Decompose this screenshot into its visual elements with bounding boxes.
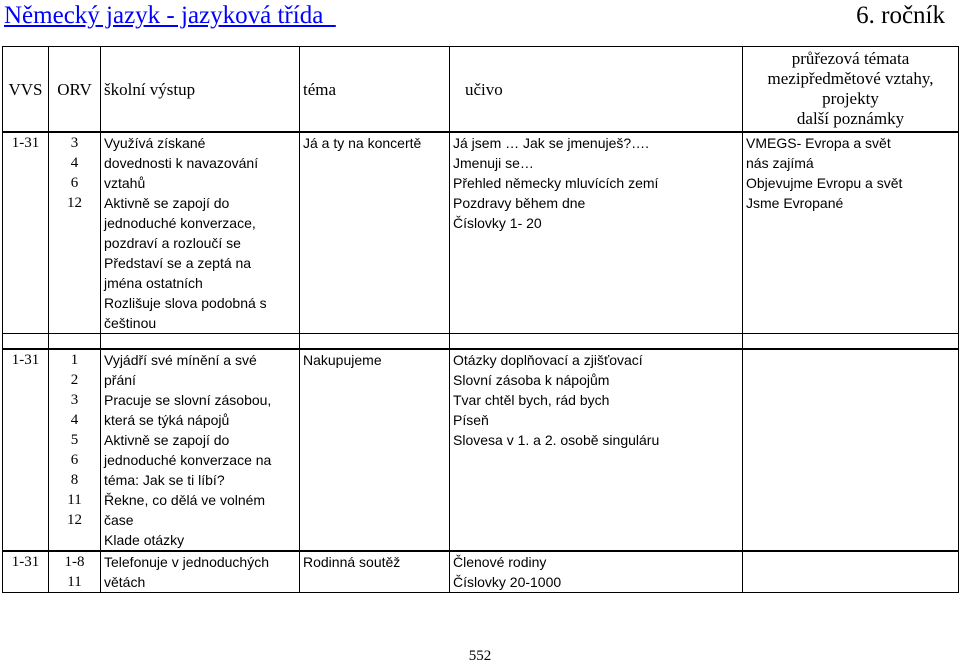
block1-tema: Já a ty na koncertě [300, 132, 450, 334]
header-tema: téma [300, 47, 450, 133]
vystup-line: Telefonuje v jednoduchých [104, 554, 270, 570]
document-title: Německý jazyk - jazyková třída [4, 2, 336, 29]
orv-value: 11 [67, 574, 82, 590]
prurez-line: VMEGS- Evropa a svět [746, 135, 891, 151]
vystup-line: pozdraví a rozloučí se [104, 235, 241, 251]
orv-value: 3 [70, 392, 79, 408]
table-row-block3 [3, 551, 959, 593]
vystup-line: větách [104, 574, 146, 590]
header-prurez-line: další poznámky [796, 109, 905, 128]
ucivo-line: Já jsem … Jak se jmenuješ?…. [453, 135, 650, 151]
vystup-line: Klade otázky [104, 532, 185, 548]
block3-vvs: 1-31 [3, 551, 49, 593]
orv-value: 3 [70, 135, 79, 151]
curriculum-table [2, 46, 959, 593]
ucivo-line: Tvar chtěl bych, rád bych [453, 392, 610, 408]
block3-tema: Rodinná soutěž [300, 551, 450, 593]
vystup-line: Vyjádří své mínění a své [104, 352, 257, 368]
vystup-line: češtinou [104, 315, 157, 331]
ucivo-line: Slovesa v 1. a 2. osobě singuláru [453, 432, 660, 448]
vystup-line: Aktivně se zapojí do [104, 195, 230, 211]
block1-vvs: 1-31 [3, 132, 49, 334]
vystup-line: Představí se a zeptá na [104, 255, 252, 271]
orv-value: 2 [70, 372, 79, 388]
block2-tema: Nakupujeme [300, 349, 450, 551]
ucivo-line: Otázky doplňovací a zjišťovací [453, 352, 643, 368]
header-prurez-line: mezipředmětové vztahy, [767, 69, 934, 88]
header-prurez-line: průřezová témata [791, 49, 910, 68]
vystup-line: Rozlišuje slova podobná s [104, 295, 267, 311]
vystup-line: jednoduché konverzace, [104, 215, 256, 231]
orv-value: 1-8 [64, 554, 85, 570]
vystup-line: jednoduché konverzace na [104, 452, 272, 468]
orv-value: 6 [70, 452, 79, 468]
block2-ucivo [450, 349, 743, 551]
block3-prurez [743, 551, 959, 593]
vystup-line: téma: Jak se ti líbí? [104, 472, 225, 488]
table-row-block1 [3, 132, 959, 334]
ucivo-line: Číslovky 20-1000 [453, 574, 562, 590]
vystup-line: dovednosti k navazování [104, 155, 259, 171]
block2-prurez [743, 349, 959, 551]
page-number: 552 [468, 648, 492, 664]
header-ucivo: učivo [450, 47, 743, 133]
orv-value: 12 [67, 195, 82, 211]
table-row-block2 [3, 349, 959, 551]
vystup-line: Pracuje se slovní zásobou, [104, 392, 272, 408]
orv-value: 6 [70, 175, 79, 191]
ucivo-line: Členové rodiny [453, 554, 547, 570]
block2-vystup [101, 349, 300, 551]
orv-value: 8 [70, 472, 79, 488]
block1-ucivo [450, 132, 743, 334]
block1-prurez [743, 132, 959, 334]
prurez-line: Objevujme Evropu a svět [746, 175, 903, 191]
vystup-line: která se týká nápojů [104, 412, 230, 428]
grade-label: 6. ročník [856, 2, 945, 29]
prurez-line: nás zajímá [746, 155, 814, 171]
vystup-line: jména ostatních [104, 275, 203, 291]
header-vvs: VVS [3, 47, 49, 133]
vystup-line: přání [104, 372, 136, 388]
ucivo-line: Přehled německy mluvících zemí [453, 175, 659, 191]
header-prurez-line: projekty [822, 89, 879, 108]
vystup-line: Využívá získané [104, 135, 206, 151]
ucivo-line: Píseň [453, 412, 489, 428]
header-orv: ORV [49, 47, 101, 133]
orv-value: 5 [70, 432, 79, 448]
block2-orv [49, 349, 101, 551]
vystup-line: vztahů [104, 175, 146, 191]
ucivo-line: Jmenuji se… [453, 155, 534, 171]
header-vystup: školní výstup [101, 47, 300, 133]
header-prurez [743, 47, 959, 133]
orv-value: 4 [70, 412, 79, 428]
orv-value: 4 [70, 155, 79, 171]
header-row [3, 47, 959, 133]
spacer-row [3, 334, 959, 350]
vystup-line: Aktivně se zapojí do [104, 432, 230, 448]
orv-value: 12 [67, 512, 82, 528]
vystup-line: Řekne, co dělá ve volném [104, 492, 266, 508]
ucivo-line: Číslovky 1- 20 [453, 215, 542, 231]
orv-value: 1 [70, 352, 79, 368]
vystup-line: čase [104, 512, 134, 528]
ucivo-line: Pozdravy během dne [453, 195, 586, 211]
block1-vystup [101, 132, 300, 334]
block3-ucivo [450, 551, 743, 593]
ucivo-line: Slovní zásoba k nápojům [453, 372, 610, 388]
block3-vystup [101, 551, 300, 593]
prurez-line: Jsme Evropané [746, 195, 844, 211]
block1-orv [49, 132, 101, 334]
block3-orv [49, 551, 101, 593]
orv-value: 11 [67, 492, 82, 508]
block2-vvs: 1-31 [3, 349, 49, 551]
